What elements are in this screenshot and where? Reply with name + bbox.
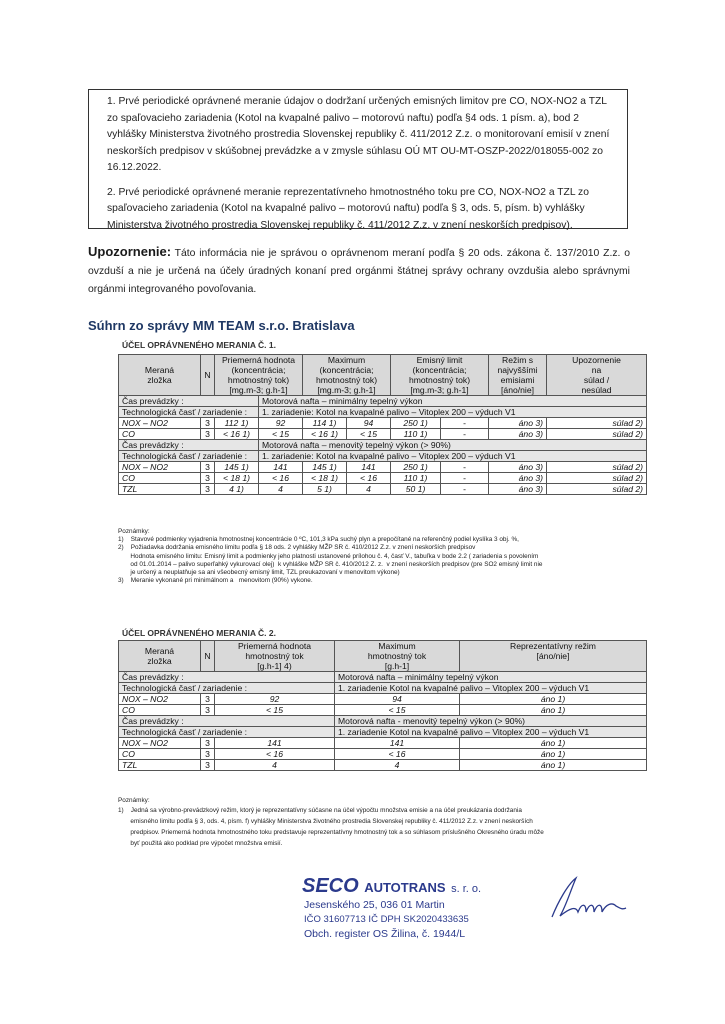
cell-max-flow: 94 — [335, 694, 460, 705]
cell-highest-emission-mode: áno 3) — [489, 484, 547, 495]
cell-max-concentration: 114 1) — [303, 418, 347, 429]
technology-value: 1. zariadenie: Kotol na kvapalné palivo – Vitoplex 200 – výduch V1 — [259, 451, 647, 462]
cell-limit-concentration: 110 1) — [391, 473, 441, 484]
header-representative: Reprezentatívny režim [áno/nie] — [460, 641, 647, 672]
cell-avg-flow: 4 — [259, 484, 303, 495]
technology-label: Technologická časť / zariadenie : — [119, 407, 259, 418]
cell-n: 3 — [201, 749, 215, 760]
table1-caption: ÚČEL OPRÁVNENÉHO MERANIA Č. 1. — [122, 340, 276, 350]
notice-label: Upozornenie: — [88, 244, 172, 259]
cell-max-flow: 94 — [347, 418, 391, 429]
technology-row — [119, 407, 647, 418]
operation-time-value: Motorová nafta – minimálny tepelný výkon — [335, 672, 647, 683]
operation-time-label: Čas prevádzky : — [119, 672, 335, 683]
cell-highest-emission-mode: áno 3) — [489, 418, 547, 429]
cell-n: 3 — [201, 694, 215, 705]
header-mode: Režim s najvyššími emisiami [áno/nie] — [489, 355, 547, 396]
cell-n: 3 — [201, 738, 215, 749]
table-row — [119, 418, 647, 429]
table2 — [118, 640, 647, 771]
table1-header-row — [119, 355, 647, 396]
table-row — [119, 738, 647, 749]
note-line: Hodnota emisného limitu: Emisný limit a podmienky jeho platnosti ustanovené prílohou č. 4, časť V., tabuľka v bode 2.2 ( zariadenia s povolením — [118, 552, 539, 560]
table2-notes — [118, 797, 638, 849]
header-n: N — [201, 641, 215, 672]
cell-n: 3 — [201, 462, 215, 473]
note-line: 2) Požiadavka dodržania emisného limitu podľa § 18 ods. 2 vyhlášky MŽP SR č. 410/2012 Z.z. v znení neskorších predpisov — [118, 544, 476, 552]
note-line: 3) Meranie vykonané pri minimálnom a menovitom (90%) vykone. — [118, 577, 313, 585]
table-row — [119, 760, 647, 771]
cell-component: TZL — [119, 484, 201, 495]
header-maximum: Maximum (koncentrácia; hmotnostný tok) [mg.m-3; g.h-1] — [303, 355, 391, 396]
cell-n: 3 — [201, 418, 215, 429]
cell-component: TZL — [119, 760, 201, 771]
cell-avg-flow: 92 — [215, 694, 335, 705]
cell-component: NOX – NO2 — [119, 462, 201, 473]
header-component: Meraná zložka — [119, 355, 201, 396]
cell-avg-concentration: 112 1) — [215, 418, 259, 429]
cell-avg-flow: < 15 — [259, 429, 303, 440]
note-line: byť použitá ako podklad pre výpočet množstva emisií. — [118, 840, 283, 848]
cell-highest-emission-mode: áno 3) — [489, 473, 547, 484]
cell-n: 3 — [201, 473, 215, 484]
header-n: N — [201, 355, 215, 396]
cell-avg-flow: < 16 — [259, 473, 303, 484]
cell-max-flow: 141 — [335, 738, 460, 749]
cell-compliance: súlad 2) — [547, 429, 647, 440]
header-average: Priemerná hodnota (koncentrácia; hmotnostný tok) [mg.m-3; g.h-1] — [215, 355, 303, 396]
cell-avg-concentration: 4 1) — [215, 484, 259, 495]
table2-body — [119, 672, 647, 771]
cell-n: 3 — [201, 484, 215, 495]
cell-avg-flow: < 15 — [215, 705, 335, 716]
operation-time-value: Motorová nafta - menovitý tepelný výkon (> 90%) — [335, 716, 647, 727]
table-row — [119, 749, 647, 760]
cell-max-flow: < 16 — [347, 473, 391, 484]
cell-component: NOX – NO2 — [119, 418, 201, 429]
note-line: 1) Jedná sa výrobno-prevádzkový režim, ktorý je reprezentatívny súčasne na účel výpočtu množstva emisie a na účel preukázania dodržania — [118, 807, 522, 815]
cell-compliance: súlad 2) — [547, 484, 647, 495]
table2-header-row — [119, 641, 647, 672]
operation-time-row — [119, 396, 647, 407]
technology-row — [119, 727, 647, 738]
table-row — [119, 484, 647, 495]
summary-title: Súhrn zo správy MM TEAM s.r.o. Bratislava — [88, 318, 355, 333]
stamp-ids: IČO 31607713 IČ DPH SK2020433635 — [304, 914, 469, 925]
cell-component: CO — [119, 429, 201, 440]
table-row — [119, 694, 647, 705]
cell-component: NOX – NO2 — [119, 694, 201, 705]
header-compliance: Upozornenie na súlad / nesúlad — [547, 355, 647, 396]
cell-limit-concentration: 250 1) — [391, 462, 441, 473]
cell-max-concentration: < 16 1) — [303, 429, 347, 440]
cell-compliance: súlad 2) — [547, 418, 647, 429]
notes-title: Poznámky: — [118, 797, 150, 804]
cell-limit-flow: - — [441, 429, 489, 440]
header-limit: Emisný limit (koncentrácia; hmotnostný tok) [mg.m-3; g.h-1] — [391, 355, 489, 396]
cell-avg-concentration: < 18 1) — [215, 473, 259, 484]
technology-row — [119, 451, 647, 462]
cell-limit-concentration: 250 1) — [391, 418, 441, 429]
measurement-purpose-box — [88, 89, 628, 229]
cell-component: CO — [119, 749, 201, 760]
cell-max-concentration: 5 1) — [303, 484, 347, 495]
cell-max-concentration: 145 1) — [303, 462, 347, 473]
cell-avg-flow: 92 — [259, 418, 303, 429]
cell-max-concentration: < 18 1) — [303, 473, 347, 484]
note-line: predpisov. Priemerná hodnota hmotnostného toku predstavuje reprezentatívny hmotnostný tok a so súhlasom príslušného Okresného úradu môže — [118, 829, 544, 837]
technology-value: 1. zariadenie: Kotol na kvapalné palivo – Vitoplex 200 – výduch V1 — [259, 407, 647, 418]
cell-avg-flow: < 16 — [215, 749, 335, 760]
cell-avg-concentration: < 16 1) — [215, 429, 259, 440]
cell-n: 3 — [201, 760, 215, 771]
cell-limit-flow: - — [441, 418, 489, 429]
cell-avg-flow: 141 — [215, 738, 335, 749]
cell-max-flow: < 16 — [335, 749, 460, 760]
cell-avg-flow: 141 — [259, 462, 303, 473]
cell-component: NOX – NO2 — [119, 738, 201, 749]
operation-time-row — [119, 672, 647, 683]
table-row — [119, 473, 647, 484]
cell-max-flow: 4 — [347, 484, 391, 495]
cell-max-flow: < 15 — [335, 705, 460, 716]
note-line: od 01.01.2014 – palivo superľahký vykurovací olej) k vyhláške MŽP SR č. 410/2012 Z. z. v znení neskorších predpisov (pre SO2 emisný limit nie — [118, 560, 543, 568]
cell-n: 3 — [201, 429, 215, 440]
cell-representative-mode: áno 1) — [460, 694, 647, 705]
technology-value: 1. zariadenie Kotol na kvapalné palivo – Vitoplex 200 – výduch V1 — [335, 683, 647, 694]
cell-max-flow: 4 — [335, 760, 460, 771]
technology-label: Technologická časť / zariadenie : — [119, 451, 259, 462]
cell-limit-flow: - — [441, 462, 489, 473]
operation-time-row — [119, 716, 647, 727]
stamp-address: Jesenského 25, 036 01 Martin — [304, 899, 445, 911]
note-line: emisného limitu podľa § 3, ods. 4, písm. f) vyhlášky Ministerstva životného prostredia Slovenskej republiky č. 411/2012 Z.z. v znení neskorších — [118, 818, 533, 826]
purpose-paragraph-1: 1. Prvé periodické oprávnené meranie údajov o dodržaní určených emisných limitov pre CO, NOX-NO2 a TZL zo spaľovacieho zariadenia (Kotol na kvapalné palivo – motorovú naftu) podľa §4 ods. 1 písm. a), bod 2 vyhlášky Ministerstva životného prostredia Slovenskej republiky č. 411/2012 Z.z. o monitorovaní emisií v znení neskorších predpisov v skúšobnej prevádzke a v zmysle súhlasu OÚ MT OU-MT-OSZP-2022/018055-002 zo 16.12.2022. — [107, 96, 610, 173]
table-row — [119, 462, 647, 473]
note-line: je určený a neuplatňuje sa ani všeobecný emisný limit, TZL preukazovaní v menovitom výkone) — [118, 569, 400, 577]
cell-highest-emission-mode: áno 3) — [489, 462, 547, 473]
stamp-register: Obch. register OS Žilina, č. 1944/L — [304, 928, 466, 940]
operation-time-value: Motorová nafta – minimálny tepelný výkon — [259, 396, 647, 407]
cell-max-flow: 141 — [347, 462, 391, 473]
cell-representative-mode: áno 1) — [460, 760, 647, 771]
table-row — [119, 429, 647, 440]
purpose-paragraph-2: 2. Prvé periodické oprávnené meranie reprezentatívneho hmotnostného toku pre CO, NOX-NO2 a TZL zo spaľovacieho zariadenia (Kotol na kvapalné palivo – motorovú naftu) podľa § 3, ods. 5, písm. b) vyhlášky Ministerstva životného prostredia Slovenskej republiky č. 411/2012 Z.z. v znení neskorších predpisov). — [107, 186, 589, 231]
table1-body — [119, 396, 647, 495]
technology-label: Technologická časť / zariadenie : — [119, 683, 335, 694]
cell-component: CO — [119, 473, 201, 484]
operation-time-label: Čas prevádzky : — [119, 396, 259, 407]
operation-time-label: Čas prevádzky : — [119, 716, 335, 727]
operation-time-label: Čas prevádzky : — [119, 440, 259, 451]
technology-value: 1. zariadenie Kotol na kvapalné palivo – Vitoplex 200 – výduch V1 — [335, 727, 647, 738]
cell-representative-mode: áno 1) — [460, 705, 647, 716]
note-line: 1) Stavové podmienky vyjadrenia hmotnostnej koncentrácie 0 ºC, 101,3 kPa suchý plyn a prepočítané na referenčný podiel kyslíka 3 obj. %, — [118, 536, 519, 544]
header-average-flow: Priemerná hodnota hmotnostný tok [g.h-1] 4) — [215, 641, 335, 672]
operation-time-row — [119, 440, 647, 451]
cell-limit-flow: - — [441, 484, 489, 495]
notice-paragraph — [88, 243, 630, 299]
header-max-flow: Maximum hmotnostný tok [g.h-1] — [335, 641, 460, 672]
cell-highest-emission-mode: áno 3) — [489, 429, 547, 440]
operation-time-value: Motorová nafta – menovitý tepelný výkon (> 90%) — [259, 440, 647, 451]
cell-representative-mode: áno 1) — [460, 749, 647, 760]
company-stamp-logo: SECO AUTOTRANS s. r. o. — [302, 875, 482, 897]
table1-notes — [118, 528, 638, 585]
cell-compliance: súlad 2) — [547, 462, 647, 473]
cell-n: 3 — [201, 705, 215, 716]
table-row — [119, 705, 647, 716]
cell-max-flow: < 15 — [347, 429, 391, 440]
cell-component: CO — [119, 705, 201, 716]
technology-row — [119, 683, 647, 694]
cell-representative-mode: áno 1) — [460, 738, 647, 749]
cell-limit-flow: - — [441, 473, 489, 484]
cell-limit-concentration: 110 1) — [391, 429, 441, 440]
cell-compliance: súlad 2) — [547, 473, 647, 484]
cell-limit-concentration: 50 1) — [391, 484, 441, 495]
table2-caption: ÚČEL OPRÁVNENÉHO MERANIA Č. 2. — [122, 628, 276, 638]
table1 — [118, 354, 647, 495]
cell-avg-concentration: 145 1) — [215, 462, 259, 473]
signature-image — [540, 872, 630, 927]
notice-text: Táto informácia nie je správou o oprávnenom meraní podľa § 20 ods. zákona č. 137/2010 Z.z. o ovzduší a nie je určená na účely úradných konaní pred orgánmi štátnej správy ochrany ovzdušia alebo správnymi orgánmi integrovaného povoľovania. — [88, 248, 630, 295]
technology-label: Technologická časť / zariadenie : — [119, 727, 335, 738]
header-component: Meraná zložka — [119, 641, 201, 672]
cell-avg-flow: 4 — [215, 760, 335, 771]
notes-title: Poznámky: — [118, 528, 150, 535]
